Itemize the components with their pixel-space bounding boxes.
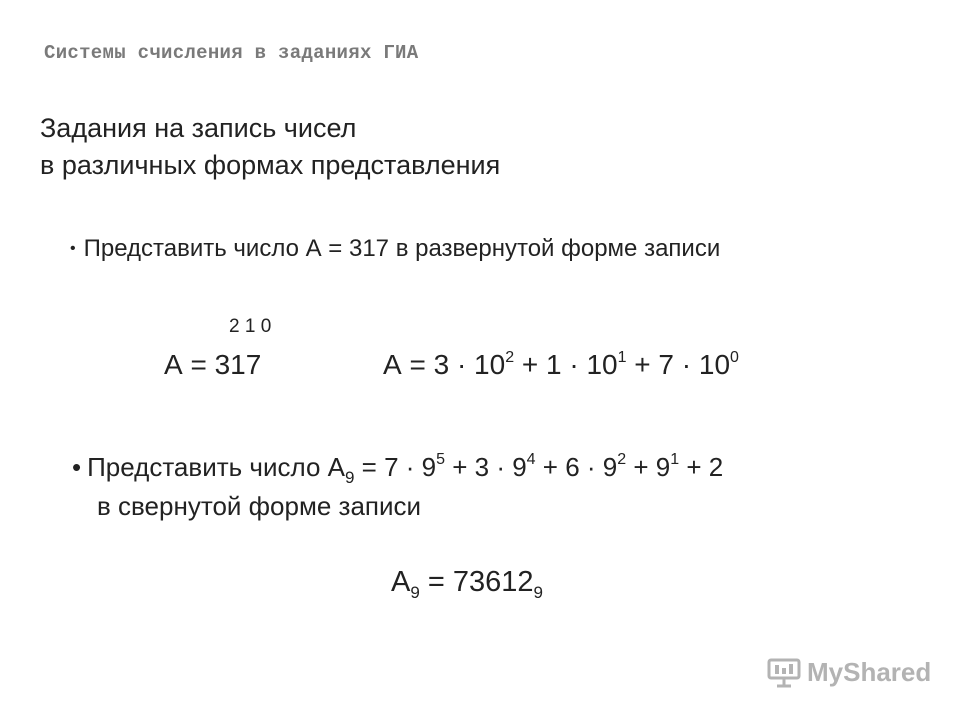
equation-left: А = 317 bbox=[164, 349, 262, 380]
b2-part: + 3 · 9 bbox=[445, 452, 527, 482]
exponent: 5 bbox=[436, 451, 445, 468]
subscript: 9 bbox=[533, 583, 543, 602]
subscript: 9 bbox=[344, 468, 355, 487]
presentation-icon bbox=[767, 656, 801, 688]
bullet-dot: • bbox=[70, 240, 76, 257]
eq-part: А = 3 · 10 bbox=[383, 349, 506, 380]
b2-part: Представить число А bbox=[87, 452, 345, 482]
exponent: 2 bbox=[617, 451, 627, 468]
exponent: 1 bbox=[670, 451, 680, 468]
bullet-2 bbox=[72, 451, 724, 487]
bullet-1-text: Представить число А = 317 в развернутой форме записи bbox=[83, 235, 721, 262]
b2-part: + 6 · 9 bbox=[535, 452, 618, 482]
digit-positions: 2 1 0 bbox=[229, 316, 272, 337]
subscript: 9 bbox=[410, 583, 420, 602]
title-line-1: Задания на запись чисел bbox=[40, 113, 357, 143]
bullet-2-continuation: в свернутой форме записи bbox=[97, 491, 422, 521]
exponent: 1 bbox=[617, 349, 627, 366]
watermark-text: MyShared bbox=[807, 656, 932, 687]
watermark-logo bbox=[767, 656, 931, 688]
result-part: А bbox=[391, 566, 411, 598]
bullet-1 bbox=[70, 235, 720, 263]
result-equation bbox=[391, 566, 543, 602]
b2-part: = 7 · 9 bbox=[354, 452, 437, 482]
exponent: 0 bbox=[730, 349, 739, 366]
result-part: = 73612 bbox=[419, 566, 534, 598]
b2-part: + 2 bbox=[679, 452, 724, 482]
exponent: 4 bbox=[526, 451, 536, 468]
slide-header: Системы счисления в заданиях ГИА bbox=[44, 42, 419, 64]
eq-part: + 1 · 10 bbox=[514, 349, 618, 380]
b2-part: + 9 bbox=[626, 452, 671, 482]
title-line-2: в различных формах представления bbox=[40, 150, 501, 180]
exponent: 2 bbox=[505, 349, 515, 366]
eq-part: + 7 · 10 bbox=[626, 349, 731, 380]
bullet-dot: • bbox=[72, 452, 82, 482]
equation-expanded bbox=[383, 349, 739, 381]
